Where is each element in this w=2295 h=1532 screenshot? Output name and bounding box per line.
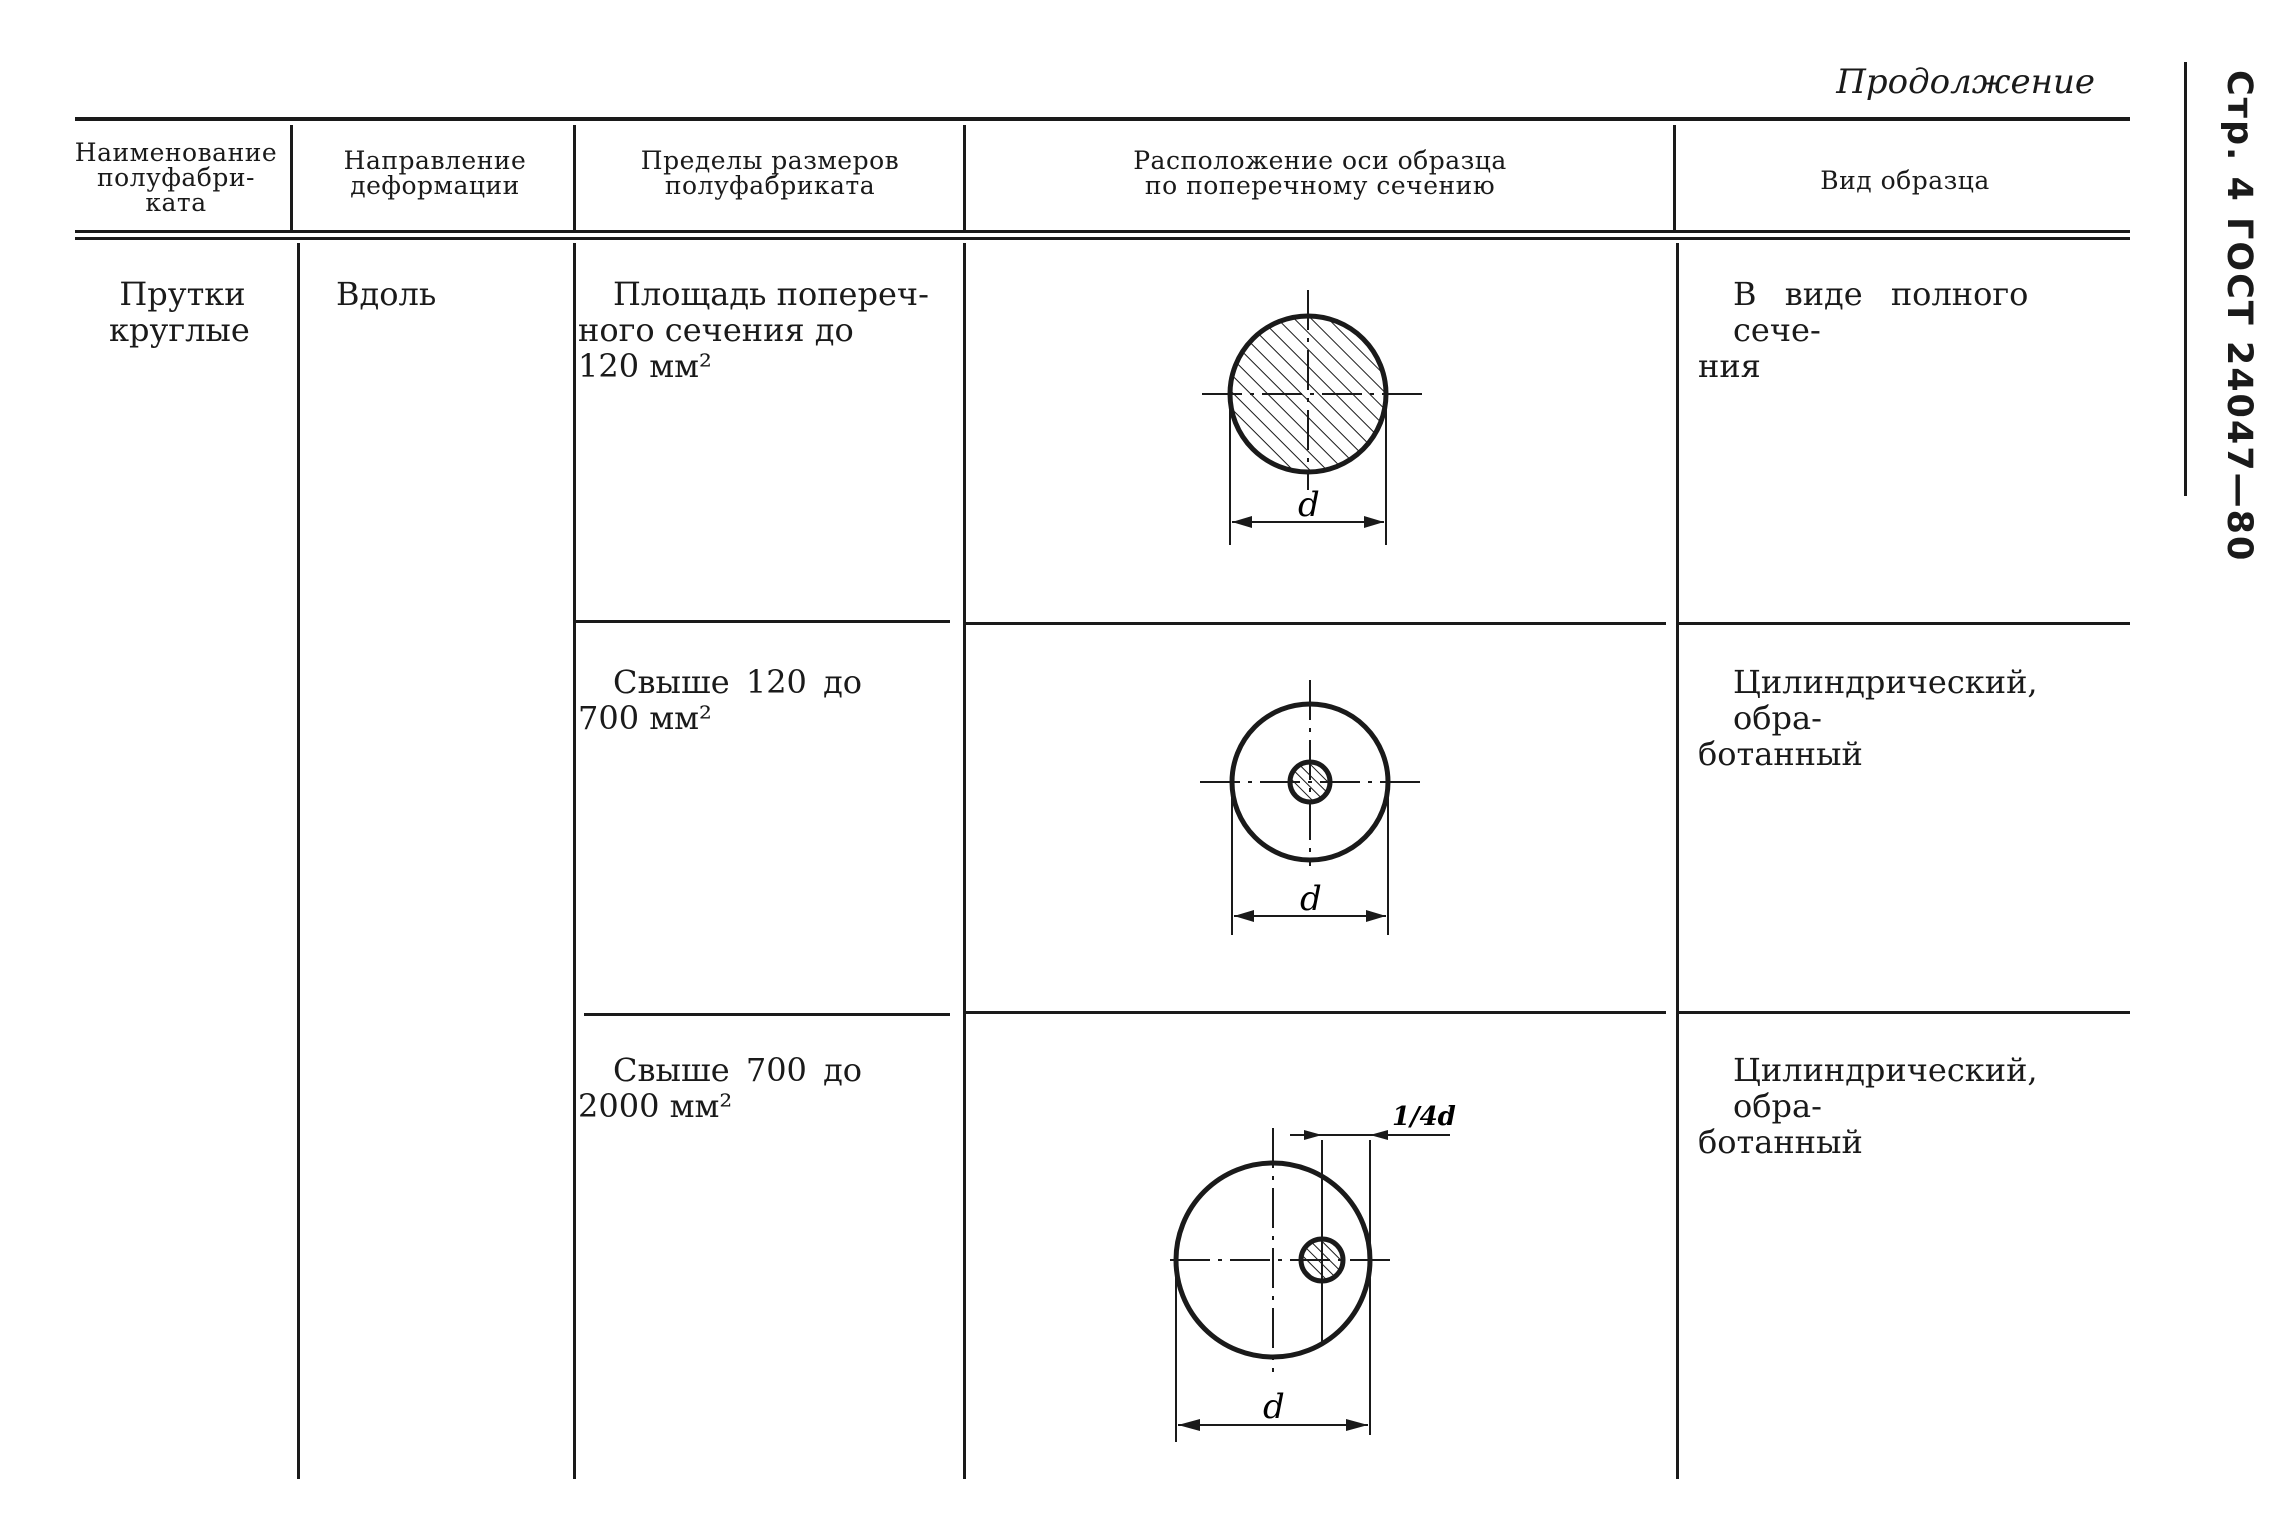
row2-size-limits bbox=[578, 664, 948, 736]
row3-sample-type bbox=[1698, 1052, 2128, 1160]
row-separator-1c bbox=[1679, 622, 2130, 625]
header-line: Расположение оси образца bbox=[1133, 146, 1507, 175]
dimension-label-d: d bbox=[1300, 879, 1322, 919]
header-col-rule-4 bbox=[1673, 125, 1676, 230]
header-line: полуфабриката bbox=[664, 171, 876, 200]
header-line: Направление bbox=[343, 146, 527, 175]
arrow-right bbox=[1364, 516, 1384, 528]
body-col-rule-3 bbox=[963, 243, 966, 1479]
arrow-right bbox=[1346, 1419, 1368, 1431]
header-line: Наименование bbox=[74, 138, 278, 167]
dimension-label-d: d bbox=[1263, 1387, 1285, 1427]
header-line: по поперечному сечению bbox=[1144, 171, 1496, 200]
text-line: ного сечения до bbox=[578, 311, 854, 349]
header-line: полуфабри- bbox=[97, 163, 255, 192]
side-page-header: Стр. 4 ГОСТ 24047—80 bbox=[2219, 70, 2259, 563]
header-line: ката bbox=[145, 188, 207, 217]
text-line: Площадь попереч- bbox=[613, 275, 929, 313]
arrow-left bbox=[1178, 1419, 1200, 1431]
text-line: 2000 мм² bbox=[578, 1087, 733, 1125]
header-line: Вид образца bbox=[1820, 166, 1990, 195]
text-line: ния bbox=[1698, 347, 1761, 385]
header-line: деформации bbox=[350, 171, 520, 200]
continuation-label: Продолжение bbox=[1836, 62, 2095, 102]
row-separator-2c bbox=[1679, 1011, 2130, 1014]
side-header-rule bbox=[2184, 62, 2187, 496]
header-bottom-rule-2 bbox=[75, 237, 2130, 240]
header-size-limits bbox=[580, 148, 960, 198]
text-line: 120 мм² bbox=[578, 347, 712, 385]
dimension-label-d: d bbox=[1298, 485, 1320, 525]
product-name-line: круглые bbox=[109, 311, 250, 349]
text-line: Цилиндрический, обра- bbox=[1733, 1051, 2038, 1125]
row-separator-1b bbox=[966, 622, 1666, 625]
arrow-right bbox=[1366, 910, 1386, 922]
header-deformation-direction bbox=[300, 148, 570, 198]
row1-sample-type bbox=[1698, 276, 2118, 384]
row-separator-2b bbox=[966, 1011, 1666, 1014]
header-col-rule-2 bbox=[573, 125, 576, 230]
body-col-rule-1 bbox=[297, 243, 300, 1479]
row-separator-2a bbox=[584, 1013, 950, 1016]
header-product-name bbox=[66, 140, 286, 215]
product-name-line: Прутки bbox=[119, 275, 246, 313]
offset-label: 1/4d bbox=[1392, 1102, 1456, 1132]
text-line: 700 мм² bbox=[578, 699, 712, 737]
header-sample-type bbox=[1680, 168, 2130, 193]
row-separator-1a bbox=[575, 620, 950, 623]
offset-arrow-right bbox=[1370, 1130, 1388, 1140]
header-col-rule-3 bbox=[963, 125, 966, 230]
text-line: Цилиндрический, обра- bbox=[1733, 663, 2038, 737]
figure-central-sample bbox=[1180, 680, 1440, 940]
table-top-rule bbox=[75, 117, 2130, 121]
text-line: ботанный bbox=[1698, 1123, 1863, 1161]
arrow-left bbox=[1234, 910, 1254, 922]
header-col-rule-1 bbox=[290, 125, 293, 230]
row3-size-limits bbox=[578, 1052, 948, 1124]
arrow-left bbox=[1232, 516, 1252, 528]
row1-size-limits bbox=[578, 276, 948, 384]
product-name bbox=[75, 276, 290, 348]
figure-full-section bbox=[1180, 290, 1440, 550]
text-line: Свыше 120 до bbox=[613, 663, 863, 701]
text-line: В виде полного сече- bbox=[1733, 275, 2029, 349]
header-bottom-rule-1 bbox=[75, 230, 2130, 233]
deformation-direction: Вдоль bbox=[336, 275, 437, 313]
header-axis-position bbox=[970, 148, 1670, 198]
body-col-rule-2 bbox=[573, 243, 576, 1479]
figure-offset-sample bbox=[1160, 1080, 1480, 1460]
header-line: Пределы размеров bbox=[640, 146, 900, 175]
offset-arrow-left bbox=[1304, 1130, 1322, 1140]
text-line: Свыше 700 до bbox=[613, 1051, 863, 1089]
body-col-rule-4 bbox=[1676, 243, 1679, 1479]
row2-sample-type bbox=[1698, 664, 2128, 772]
text-line: ботанный bbox=[1698, 735, 1863, 773]
